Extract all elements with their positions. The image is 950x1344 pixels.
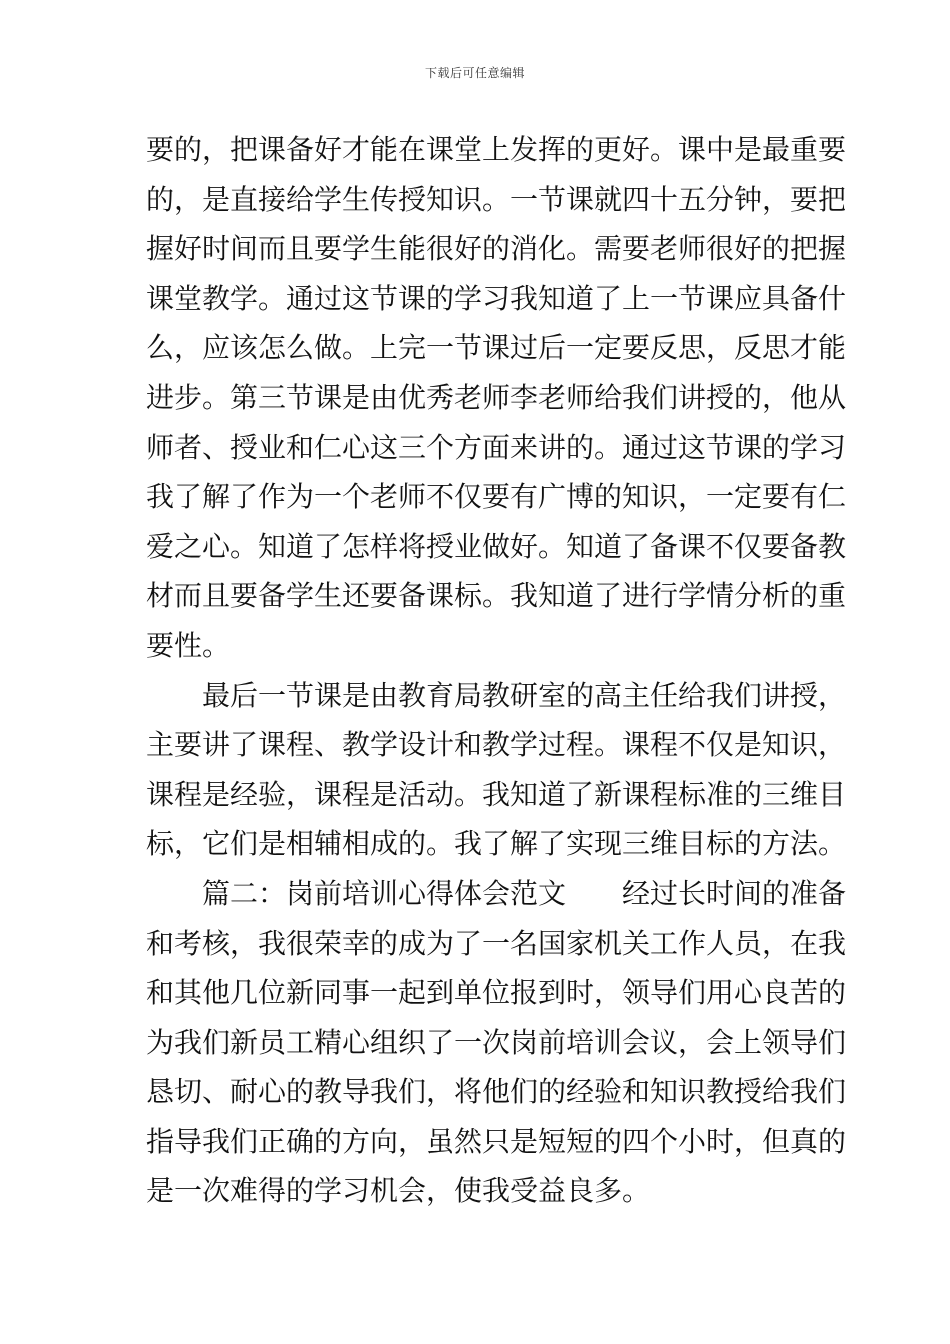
text-line: 么，应该怎么做。上完一节课过后一定要反思，反思才能 <box>146 331 847 365</box>
text-line: 师者、授业和仁心这三个方面来讲的。通过这节课的学习 <box>146 430 847 464</box>
text-line: 为我们新员工精心组织了一次岗前培训会议，会上领导们 <box>146 1025 847 1059</box>
section-lead-text: 经过长时间的准备 <box>622 876 847 910</box>
text-line: 材而且要备学生还要备课标。我知道了进行学情分析的重 <box>146 579 847 613</box>
text-line: 课堂教学。通过这节课的学习我知道了上一节课应具备什 <box>146 281 847 315</box>
text-line: 课程是经验，课程是活动。我知道了新课程标准的三维目 <box>146 777 847 811</box>
text-line: 是一次难得的学习机会，使我受益良多。 <box>146 1174 651 1208</box>
text-line: 和其他几位新同事一起到单位报到时，领导们用心良苦的 <box>146 976 847 1010</box>
section-title: 篇二：岗前培训心得体会范文 <box>202 876 567 910</box>
text-line: 的，是直接给学生传授知识。一节课就四十五分钟，要把 <box>146 182 847 216</box>
text-line: 标，它们是相辅相成的。我了解了实现三维目标的方法。 <box>146 827 847 861</box>
text-line: 主要讲了课程、教学设计和教学过程。课程不仅是知识， <box>146 728 847 762</box>
text-line: 进步。第三节课是由优秀老师李老师给我们讲授的，他从 <box>146 380 847 414</box>
text-line: 指导我们正确的方向，虽然只是短短的四个小时，但真的 <box>146 1124 847 1158</box>
text-line: 我了解了作为一个老师不仅要有广博的知识，一定要有仁 <box>146 480 847 514</box>
text-line: 握好时间而且要学生能很好的消化。需要老师很好的把握 <box>146 232 847 266</box>
body-text <box>146 125 847 1216</box>
paragraph-start-line: 最后一节课是由教育局教研室的高主任给我们讲授， <box>202 678 847 712</box>
page-header: 下载后可任意编辑 <box>424 66 525 80</box>
text-line: 要的，把课备好才能在课堂上发挥的更好。课中是最重要 <box>146 133 847 166</box>
text-line: 要性。 <box>146 628 231 662</box>
section-heading-line <box>146 869 847 919</box>
text-line: 恳切、耐心的教导我们，将他们的经验和知识教授给我们 <box>146 1075 847 1109</box>
text-line: 爱之心。知道了怎样将授业做好。知道了备课不仅要备教 <box>146 529 847 563</box>
text-line: 和考核，我很荣幸的成为了一名国家机关工作人员，在我 <box>146 926 847 960</box>
